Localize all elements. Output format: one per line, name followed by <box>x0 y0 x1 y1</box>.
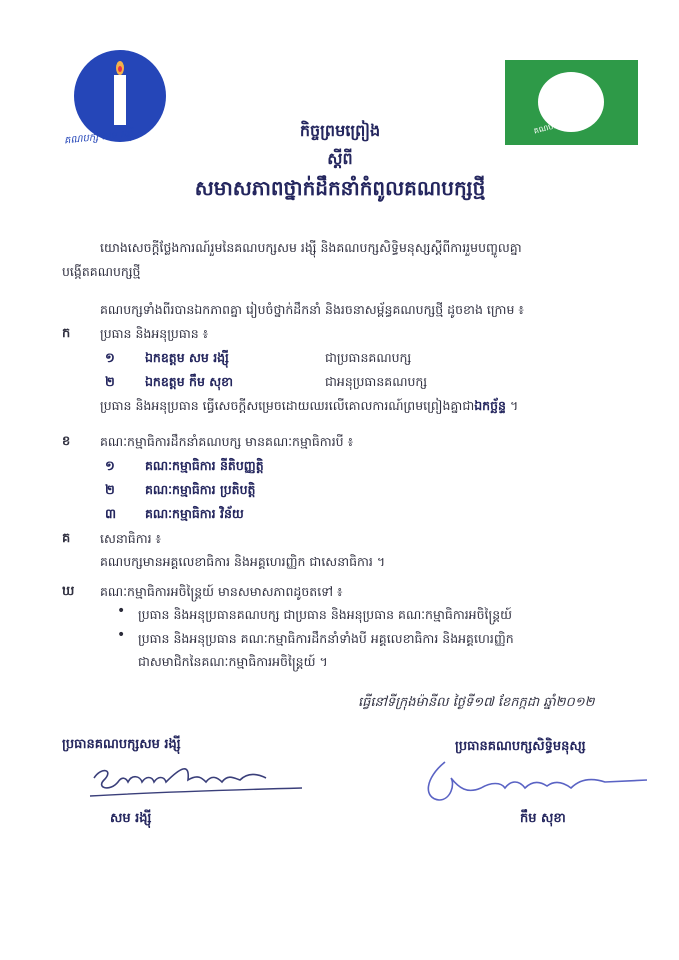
document-topic: សមាសភាពថ្នាក់ដឹកនាំកំពូលគណបក្សថ្មី <box>194 176 486 200</box>
section-a-marker: ក <box>62 326 71 341</box>
section-b-item-2-num: ២ <box>105 483 115 498</box>
document-subtitle: ស្តីពី <box>327 149 353 168</box>
section-c-marker: គ <box>62 531 71 546</box>
right-signatory-title: ប្រធានគណបក្សសិទ្ធិមនុស្ស <box>455 739 586 754</box>
intro-line-2: បង្កើតគណបក្សថ្មី <box>62 264 141 279</box>
section-b-item-2-text: គណៈកម្មាធិការ ប្រតិបត្តិ <box>145 482 256 497</box>
section-b-item-1-text: គណៈកម្មាធិការ នីតិបញ្ញត្តិ <box>145 458 264 473</box>
left-signatory-title: ប្រធានគណបក្សសម រង្ស៊ី <box>62 737 181 752</box>
right-signature <box>415 758 655 808</box>
bullet-dot-icon: • <box>117 603 126 619</box>
section-a-item-2-num: ២ <box>105 375 115 390</box>
right-logo-caption: គណបក្សសិទ្ធិមនុស្ស <box>532 111 594 136</box>
section-b-marker: ខ <box>62 434 71 449</box>
section-a-note-prefix: ប្រធាន និងអនុប្រធាន ធ្វើសេចក្តីសម្រេចដោយឈរលើគោលការណ៍ព្រមព្រៀងគ្នាជា <box>100 398 475 413</box>
section-a-note-bold: ឯកច្ឆ័ន្ទ <box>474 398 506 413</box>
section-a-note <box>100 396 670 416</box>
section-a-item-2-name: ឯកឧត្តម កឹម សុខា <box>145 374 234 389</box>
bullet-dot-icon: • <box>117 627 126 643</box>
section-a-item-1-num: ១ <box>105 351 115 366</box>
section-a-heading: ប្រធាន និងអនុប្រធាន ៖ <box>100 326 209 341</box>
right-signatory-name: កឹម សុខា <box>520 811 566 826</box>
section-c-heading: សេនាធិការ ៖ <box>100 531 162 546</box>
document-title: កិច្ចព្រមព្រៀង <box>299 121 381 140</box>
signing-date: ធ្វើនៅទីក្រុងម៉ានីល ថ្ងៃទី១៧ ខែកក្កដា ឆ្នាំ២០១២ <box>358 695 595 710</box>
section-a-item-1-name: ឯកឧត្តម សម រង្ស៊ី <box>145 350 229 365</box>
section-b-item-3-num: ៣ <box>105 507 117 522</box>
section-d-bullet-2-line-2: ជាសមាជិកនៃគណៈកម្មាធិការអចិន្ត្រៃយ៍ ។ <box>138 654 328 669</box>
section-b-item-1-num: ១ <box>105 459 115 474</box>
left-logo-caption: គណបក្ស សម រង្ស៊ី <box>63 128 134 147</box>
section-a-item-1-role: ជាប្រធានគណបក្ស <box>325 350 412 365</box>
section-d-bullet-1: ប្រធាន និងអនុប្រធានគណបក្ស ជាប្រធាន និងអនុប្រធាន គណៈកម្មាធិការអចិន្ត្រៃយ៍ <box>138 607 513 622</box>
left-signatory-name: សម រង្ស៊ី <box>110 811 152 826</box>
section-b-item-3-text: គណៈកម្មាធិការ វិន័យ <box>145 506 244 521</box>
section-a-item-2-role: ជាអនុប្រធានគណបក្ស <box>325 374 428 389</box>
section-a-note-suffix: ។ <box>505 398 519 413</box>
section-b-heading: គណៈកម្មាធិការដឹកនាំគណបក្ស មានគណៈកម្មាធិការបី ៖ <box>100 434 354 449</box>
section-d-bullet-2-line-1: ប្រធាន និងអនុប្រធាន គណៈកម្មាធិការដឹកនាំទាំងបី អគ្គលេខាធិការ និងអគ្គហេរញ្ញិក <box>138 631 514 646</box>
section-d-marker: ឃ <box>62 584 75 599</box>
intro-line-1: យោងសេចក្តីថ្លែងការណ៍រួមនៃគណបក្សសម រង្ស៊ី និងគណបក្សសិទ្ធិមនុស្សស្តីពីការរួមបញ្ចូលគ្នា <box>100 240 522 255</box>
section-d-heading: គណៈកម្មាធិការអចិន្ត្រៃយ៍ មានសមាសភាពដូចតទៅ ៖ <box>100 584 343 599</box>
candle-icon <box>114 75 126 125</box>
left-signature <box>88 752 308 802</box>
intro-line-3: គណបក្សទាំងពីរបានឯកភាពគ្នា រៀបចំថ្នាក់ដឹកនាំ និងរចនាសម្ព័ន្ធគណបក្សថ្មី ដូចខាង ក្រោម ៖ <box>100 302 524 317</box>
section-c-text: គណបក្សមានអគ្គលេខាធិការ និងអគ្គហេរញ្ញិក ជាសេនាធិការ ។ <box>100 554 386 569</box>
